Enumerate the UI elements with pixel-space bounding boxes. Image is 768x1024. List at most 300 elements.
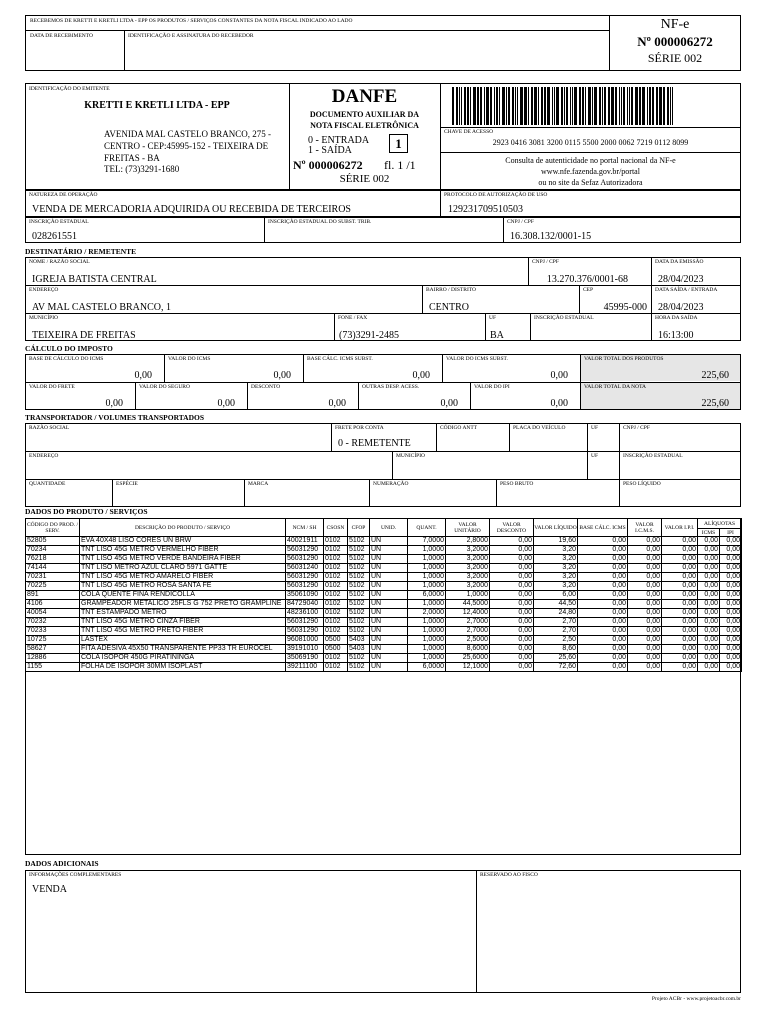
- cell-ncm: 96081000: [286, 636, 324, 645]
- barcode-bar: [477, 87, 479, 125]
- tr-endereco-label: ENDEREÇO: [29, 453, 59, 459]
- cell-ncm: 56031240: [286, 564, 324, 573]
- th-cfop: CFOP: [348, 519, 370, 537]
- imposto-label: VALOR DO IPI: [474, 384, 510, 390]
- cell-vi: 0,00: [628, 537, 662, 546]
- cell-ai: 0,00: [698, 600, 720, 609]
- cell-vp: 0,00: [662, 555, 698, 564]
- cell-ap: 0,00: [720, 591, 742, 600]
- emitente-label: IDENTIFICAÇÃO DO EMITENTE: [29, 86, 110, 92]
- cell-ai: 0,00: [698, 627, 720, 636]
- cell-desc: TNT ESTAMPADO METRO: [80, 609, 286, 618]
- dest-hora-label: HORA DA SAÍDA: [655, 315, 698, 321]
- cell-csosn: 0102: [324, 546, 348, 555]
- imposto-value: 225,60: [701, 370, 729, 381]
- cell-ncm: 56031290: [286, 582, 324, 591]
- ie-label: INSCRIÇÃO ESTADUAL: [29, 219, 89, 225]
- tr-v8: [244, 479, 245, 507]
- barcode-bar: [635, 87, 638, 125]
- barcode-bar: [496, 87, 498, 125]
- cell-csosn: 0102: [324, 564, 348, 573]
- barcode-bar: [611, 87, 614, 125]
- cell-vl: 2,70: [534, 627, 578, 636]
- barcode-bar: [470, 87, 471, 125]
- imposto-label: VALOR DO FRETE: [29, 384, 75, 390]
- cell-vi: 0,00: [628, 654, 662, 663]
- cell-un: UN: [370, 564, 408, 573]
- cell-ai: 0,00: [698, 582, 720, 591]
- imposto-label: VALOR DO SEGURO: [139, 384, 190, 390]
- barcode-bar: [599, 87, 601, 125]
- protocolo-label: PROTOCOLO DE AUTORIZAÇÃO DE USO: [444, 192, 548, 198]
- cell-vp: 0,00: [662, 618, 698, 627]
- imposto-label: VALOR TOTAL DA NOTA: [584, 384, 647, 390]
- danfe-folha: fl. 1 /1: [384, 158, 416, 172]
- dest-v5: [334, 313, 335, 341]
- table-row: [26, 546, 742, 555]
- data-recebimento-label: DATA DE RECEBIMENTO: [30, 33, 94, 39]
- cell-ap: 0,00: [720, 582, 742, 591]
- barcode-bar: [552, 87, 553, 125]
- dest-uf-label: UF: [489, 315, 497, 321]
- cell-ai: 0,00: [698, 573, 720, 582]
- tr-v9: [369, 479, 370, 507]
- cell-un: UN: [370, 546, 408, 555]
- cell-vd: 0,00: [490, 591, 534, 600]
- inscricoes-box: [25, 217, 741, 243]
- barcode-bar: [652, 87, 654, 125]
- table-row: [26, 555, 742, 564]
- cell-vi: 0,00: [628, 573, 662, 582]
- cell-vu: 12,1000: [446, 663, 490, 672]
- barcode-bar: [659, 87, 662, 125]
- cell-ai: 0,00: [698, 555, 720, 564]
- info-label: INFORMAÇÕES COMPLEMENTARES: [29, 872, 122, 878]
- cell-desc: FOLHA DE ISOPOR 30MM ISOPLAST: [80, 663, 286, 672]
- cell-vp: 0,00: [662, 537, 698, 546]
- barcode-bar: [547, 87, 550, 125]
- cell-desc: TNT LISO 45G METRO CINZA FIBER: [80, 618, 286, 627]
- imposto-value: 0,00: [105, 398, 123, 409]
- barcode-bar: [670, 87, 671, 125]
- cell-ap: 0,00: [720, 645, 742, 654]
- barcode-bar: [544, 87, 546, 125]
- tr-placa-label: PLACA DO VEÍCULO: [513, 425, 566, 431]
- canhoto-header: RECEBEMOS DE KRETTI E KRETLI LTDA - EPP OS PRODUTOS / SERVIÇOS CONSTANTES DA NOTA FISCAL INDICADO AO LADO: [30, 18, 353, 24]
- canhoto-vline: [124, 30, 125, 71]
- barcode: [452, 87, 738, 125]
- tr-h1: [25, 451, 741, 452]
- cell-csosn: 0102: [324, 609, 348, 618]
- cell-cod: 891: [26, 591, 80, 600]
- cell-ap: 0,00: [720, 636, 742, 645]
- cell-csosn: 0102: [324, 654, 348, 663]
- cell-vl: 3,20: [534, 564, 578, 573]
- barcode-bar: [502, 87, 505, 125]
- cell-csosn: 0102: [324, 618, 348, 627]
- th-aliquotas: ALÍQUOTAS: [698, 519, 742, 529]
- cnpj-emit-valor: 16.308.132/0001-15: [510, 231, 592, 242]
- table-row: [26, 645, 742, 654]
- th-icms: VALOR I.C.M.S.: [628, 519, 662, 537]
- dest-cep: 45995-000: [603, 302, 647, 313]
- tr-antt-label: CÓDIGO ANTT: [440, 425, 478, 431]
- imposto-label: VALOR DO ICMS SUBST.: [446, 356, 508, 362]
- cell-desc: TNT LISO 45G METRO VERDE BANDEIRA FIBER: [80, 555, 286, 564]
- cell-vu: 3,2000: [446, 546, 490, 555]
- tr-ie-label: INSCRIÇÃO ESTADUAL: [623, 453, 683, 459]
- cell-cfop: 5102: [348, 591, 370, 600]
- cell-ap: 0,00: [720, 555, 742, 564]
- dest-saida-label: DATA SAÍDA / ENTRADA: [655, 287, 718, 293]
- cell-vi: 0,00: [628, 600, 662, 609]
- cell-cod: 70225: [26, 582, 80, 591]
- cell-ncm: 40021911: [286, 537, 324, 546]
- danfe-entrada: 0 - ENTRADA: [308, 135, 370, 146]
- imposto-value: 0,00: [550, 398, 568, 409]
- tr-v7: [112, 479, 113, 507]
- tr-peso-liquido-label: PESO LÍQUIDO: [623, 481, 661, 487]
- danfe-sub2: NOTA FISCAL ELETRÔNICA: [310, 121, 419, 130]
- cell-vp: 0,00: [662, 546, 698, 555]
- cell-ap: 0,00: [720, 537, 742, 546]
- cell-desc: COLA ISOPOR 450G PIRATININGA: [80, 654, 286, 663]
- table-row: [26, 618, 742, 627]
- barcode-bar: [461, 87, 462, 125]
- canhoto-serie: SÉRIE 002: [647, 51, 703, 65]
- cell-cfop: 5102: [348, 618, 370, 627]
- barcode-bar: [585, 87, 586, 125]
- th-liquido: VALOR LÍQUIDO: [534, 519, 578, 537]
- cell-qt: 1,0000: [408, 582, 446, 591]
- cell-csosn: 0102: [324, 573, 348, 582]
- barcode-bar: [649, 87, 651, 125]
- cell-csosn: 0102: [324, 663, 348, 672]
- barcode-bar: [556, 87, 559, 125]
- chave-bottom: [440, 152, 741, 153]
- cell-qt: 1,0000: [408, 555, 446, 564]
- th-aliq-ipi: IPI: [720, 529, 742, 537]
- cell-desc: GRAMPEADOR METALICO 25FLS G 752 PRETO GRAMPLINE: [80, 600, 286, 609]
- dest-uf: BA: [490, 330, 504, 341]
- table-row: [26, 636, 742, 645]
- cell-vp: 0,00: [662, 654, 698, 663]
- barcode-bar: [672, 87, 673, 125]
- cell-vl: 19,60: [534, 537, 578, 546]
- cell-un: UN: [370, 591, 408, 600]
- insc-div2: [503, 217, 504, 243]
- barcode-bar: [534, 87, 537, 125]
- cell-qt: 1,0000: [408, 573, 446, 582]
- imposto-label: VALOR TOTAL DOS PRODUTOS: [584, 356, 664, 362]
- cell-vl: 2,50: [534, 636, 578, 645]
- cell-ncm: 39211100: [286, 663, 324, 672]
- tr-v10: [496, 479, 497, 507]
- danfe-serie: SÉRIE 002: [339, 173, 390, 185]
- cell-vu: 2,7000: [446, 618, 490, 627]
- th-aliq-icms: ICMS: [698, 529, 720, 537]
- cell-cod: 10725: [26, 636, 80, 645]
- th-descricao: DESCRIÇÃO DO PRODUTO / SERVIÇO: [80, 519, 286, 537]
- cell-cod: 70234: [26, 546, 80, 555]
- cell-vp: 0,00: [662, 600, 698, 609]
- cnpj-emit-label: CNPJ / CPF: [507, 219, 534, 225]
- imposto-value: 0,00: [412, 370, 430, 381]
- cell-cod: 74144: [26, 564, 80, 573]
- cell-un: UN: [370, 618, 408, 627]
- cell-desc: EVA 40X48 LISO CORES UN BRW: [80, 537, 286, 546]
- dest-municipio: TEIXEIRA DE FREITAS: [32, 330, 136, 341]
- barcode-bar: [538, 87, 539, 125]
- cell-vd: 0,00: [490, 537, 534, 546]
- cell-bc: 0,00: [578, 600, 628, 609]
- cell-vu: 3,2000: [446, 582, 490, 591]
- danfe-numero: Nº 000006272: [293, 158, 363, 172]
- cell-cfop: 5102: [348, 627, 370, 636]
- barcode-bar: [619, 87, 620, 125]
- cell-vl: 24,80: [534, 609, 578, 618]
- cell-qt: 2,0000: [408, 609, 446, 618]
- tr-especie-label: ESPÉCIE: [116, 481, 138, 487]
- barcode-bar: [572, 87, 573, 125]
- imposto-value: 0,00: [328, 398, 346, 409]
- cell-ai: 0,00: [698, 663, 720, 672]
- adicionais-box: [25, 870, 741, 993]
- cell-bc: 0,00: [578, 609, 628, 618]
- dest-nome: IGREJA BATISTA CENTRAL: [32, 274, 157, 285]
- cell-qt: 1,0000: [408, 546, 446, 555]
- cell-cod: 76218: [26, 555, 80, 564]
- dest-v6: [485, 313, 486, 341]
- canhoto-numero: Nº 000006272: [637, 34, 713, 49]
- tr-frete: 0 - REMETENTE: [338, 438, 411, 449]
- imposto-label: VALOR DO ICMS: [168, 356, 211, 362]
- barcode-bar: [608, 87, 610, 125]
- cell-un: UN: [370, 609, 408, 618]
- cell-desc: TNT LISO 45G METRO VERMELHO FIBER: [80, 546, 286, 555]
- cell-cod: 52805: [26, 537, 80, 546]
- cell-vi: 0,00: [628, 564, 662, 573]
- cell-cfop: 5403: [348, 636, 370, 645]
- cell-vi: 0,00: [628, 663, 662, 672]
- th-unitario: VALOR UNITÁRIO: [446, 519, 490, 537]
- protocolo-valor: 129231709510503: [448, 204, 523, 215]
- cell-vp: 0,00: [662, 663, 698, 672]
- cell-vl: 8,60: [534, 645, 578, 654]
- cell-vp: 0,00: [662, 645, 698, 654]
- cell-desc: LASTEX: [80, 636, 286, 645]
- cell-vp: 0,00: [662, 564, 698, 573]
- imposto-value: 0,00: [550, 370, 568, 381]
- cell-desc: TNT LISO 45G METRO AMARELO FIBER: [80, 573, 286, 582]
- dest-v3: [422, 285, 423, 313]
- cell-vd: 0,00: [490, 555, 534, 564]
- dest-bairro-label: BAIRRO / DISTRITO: [426, 287, 477, 293]
- cell-cod: 12886: [26, 654, 80, 663]
- cell-vd: 0,00: [490, 663, 534, 672]
- cell-vi: 0,00: [628, 618, 662, 627]
- barcode-bar: [602, 87, 603, 125]
- th-desconto: VALOR DESCONTO: [490, 519, 534, 537]
- adicionais-section: DADOS ADICIONAIS: [25, 859, 99, 868]
- table-row: [26, 573, 742, 582]
- cell-ai: 0,00: [698, 564, 720, 573]
- barcode-bar: [561, 87, 563, 125]
- cell-csosn: 0102: [324, 555, 348, 564]
- cell-vd: 0,00: [490, 627, 534, 636]
- cell-ai: 0,00: [698, 546, 720, 555]
- tr-numeracao-label: NUMERAÇÃO: [373, 481, 409, 487]
- dest-endereco-label: ENDEREÇO: [29, 287, 59, 293]
- cell-cfop: 5102: [348, 555, 370, 564]
- imposto-value: 0,00: [273, 370, 291, 381]
- cell-csosn: 0102: [324, 600, 348, 609]
- barcode-bar: [639, 87, 641, 125]
- emitente-nome: KRETTI E KRETLI LTDA - EPP: [84, 100, 230, 111]
- tr-marca-label: MARCA: [248, 481, 269, 487]
- products-table: [25, 518, 742, 672]
- cell-bc: 0,00: [578, 546, 628, 555]
- cell-vi: 0,00: [628, 582, 662, 591]
- cell-un: UN: [370, 582, 408, 591]
- dest-endereco: AV MAL CASTELO BRANCO, 1: [32, 302, 171, 313]
- imposto-section: CÁLCULO DO IMPOSTO: [25, 344, 113, 353]
- cell-vd: 0,00: [490, 618, 534, 627]
- dest-cep-label: CEP: [583, 287, 594, 293]
- insc-div1: [264, 217, 265, 243]
- barcode-bar: [570, 87, 571, 125]
- cell-vp: 0,00: [662, 609, 698, 618]
- cell-ncm: 48236100: [286, 609, 324, 618]
- cell-vl: 3,20: [534, 573, 578, 582]
- cell-cfop: 5102: [348, 600, 370, 609]
- cell-csosn: 0500: [324, 636, 348, 645]
- tr-v6: [392, 451, 393, 479]
- barcode-bar: [663, 87, 665, 125]
- cell-un: UN: [370, 636, 408, 645]
- barcode-bar: [499, 87, 500, 125]
- cell-ncm: 39191010: [286, 645, 324, 654]
- cell-csosn: 0500: [324, 645, 348, 654]
- cell-csosn: 0102: [324, 537, 348, 546]
- table-row: [26, 663, 742, 672]
- table-row: [26, 627, 742, 636]
- danfe-title: DANFE: [331, 86, 398, 107]
- cell-cfop: 5403: [348, 645, 370, 654]
- cell-ai: 0,00: [698, 609, 720, 618]
- cell-bc: 0,00: [578, 663, 628, 672]
- cell-cod: 70232: [26, 618, 80, 627]
- cell-un: UN: [370, 654, 408, 663]
- tr-cnpj-label: CNPJ / CPF: [623, 425, 650, 431]
- cell-vl: 2,70: [534, 618, 578, 627]
- cell-bc: 0,00: [578, 555, 628, 564]
- barcode-bar: [615, 87, 617, 125]
- cell-cfop: 5102: [348, 609, 370, 618]
- th-csosn: CSOSN: [324, 519, 348, 537]
- tr-v2: [436, 423, 437, 451]
- cell-cfop: 5102: [348, 546, 370, 555]
- cell-ap: 0,00: [720, 564, 742, 573]
- barcode-bar: [517, 87, 518, 125]
- consulta-l1: Consulta de autenticidade no portal nacional da NF-e: [505, 156, 676, 165]
- cell-vi: 0,00: [628, 546, 662, 555]
- cell-vu: 1,0000: [446, 591, 490, 600]
- cell-un: UN: [370, 573, 408, 582]
- table-row: [26, 600, 742, 609]
- barcode-bar: [484, 87, 485, 125]
- cell-vp: 0,00: [662, 636, 698, 645]
- chave-label: CHAVE DE ACESSO: [444, 129, 494, 135]
- cell-desc: TNT LISO METRO AZUL CLARO 5971 GATTE: [80, 564, 286, 573]
- cell-un: UN: [370, 627, 408, 636]
- barcode-bar: [656, 87, 658, 125]
- cell-ap: 0,00: [720, 618, 742, 627]
- cell-bc: 0,00: [578, 654, 628, 663]
- consulta-l2: www.nfe.fazenda.gov.br/portal: [541, 167, 640, 176]
- cell-bc: 0,00: [578, 582, 628, 591]
- cell-qt: 7,0000: [408, 537, 446, 546]
- barcode-bar: [452, 87, 454, 125]
- cell-cfop: 5102: [348, 564, 370, 573]
- cell-desc: TNT LISO 45G METRO ROSA SANTA FE: [80, 582, 286, 591]
- cell-cfop: 5102: [348, 663, 370, 672]
- dest-h1: [25, 285, 741, 286]
- dest-saida: 28/04/2023: [658, 302, 704, 313]
- tr-h2: [25, 479, 741, 480]
- cell-vp: 0,00: [662, 582, 698, 591]
- imposto-value: 0,00: [134, 370, 152, 381]
- barcode-bar: [588, 87, 591, 125]
- cell-bc: 0,00: [578, 537, 628, 546]
- cell-ap: 0,00: [720, 663, 742, 672]
- cell-vd: 0,00: [490, 546, 534, 555]
- th-codigo: CÓDIGO DO PROD. / SERV.: [26, 519, 80, 537]
- danfe-tipo: 1: [395, 136, 402, 151]
- dest-emissao-label: DATA DA EMISSÃO: [655, 259, 704, 265]
- dest-nome-label: NOME / RAZÃO SOCIAL: [29, 259, 90, 265]
- tr-frete-label: FRETE POR CONTA: [335, 425, 384, 431]
- barcode-bar: [486, 87, 489, 125]
- cell-ap: 0,00: [720, 546, 742, 555]
- table-row: [26, 609, 742, 618]
- cell-ap: 0,00: [720, 573, 742, 582]
- cell-vu: 3,2000: [446, 564, 490, 573]
- cell-cod: 58627: [26, 645, 80, 654]
- cell-vd: 0,00: [490, 645, 534, 654]
- barcode-bar: [528, 87, 529, 125]
- table-row: [26, 591, 742, 600]
- barcode-bar: [629, 87, 630, 125]
- cell-vp: 0,00: [662, 591, 698, 600]
- barcode-bar: [520, 87, 523, 125]
- barcode-bar: [566, 87, 568, 125]
- barcode-bar: [456, 87, 458, 125]
- dest-h2: [25, 313, 741, 314]
- cell-vu: 3,2000: [446, 555, 490, 564]
- tr-municipio-label: MUNICÍPIO: [396, 453, 426, 459]
- imposto-value: 0,00: [217, 398, 235, 409]
- cell-desc: FITA ADESIVA 45X50 TRANSPARENTE PP33 TR EUROCEL: [80, 645, 286, 654]
- imposto-value: 225,60: [701, 398, 729, 409]
- dest-v7: [530, 313, 531, 341]
- th-unid: UNID.: [370, 519, 408, 537]
- th-ncm: NCM / SH: [286, 519, 324, 537]
- dest-fone-label: FONE / FAX: [338, 315, 368, 321]
- cell-un: UN: [370, 600, 408, 609]
- th-ipi: VALOR I.P.I.: [662, 519, 698, 537]
- barcode-bar: [467, 87, 469, 125]
